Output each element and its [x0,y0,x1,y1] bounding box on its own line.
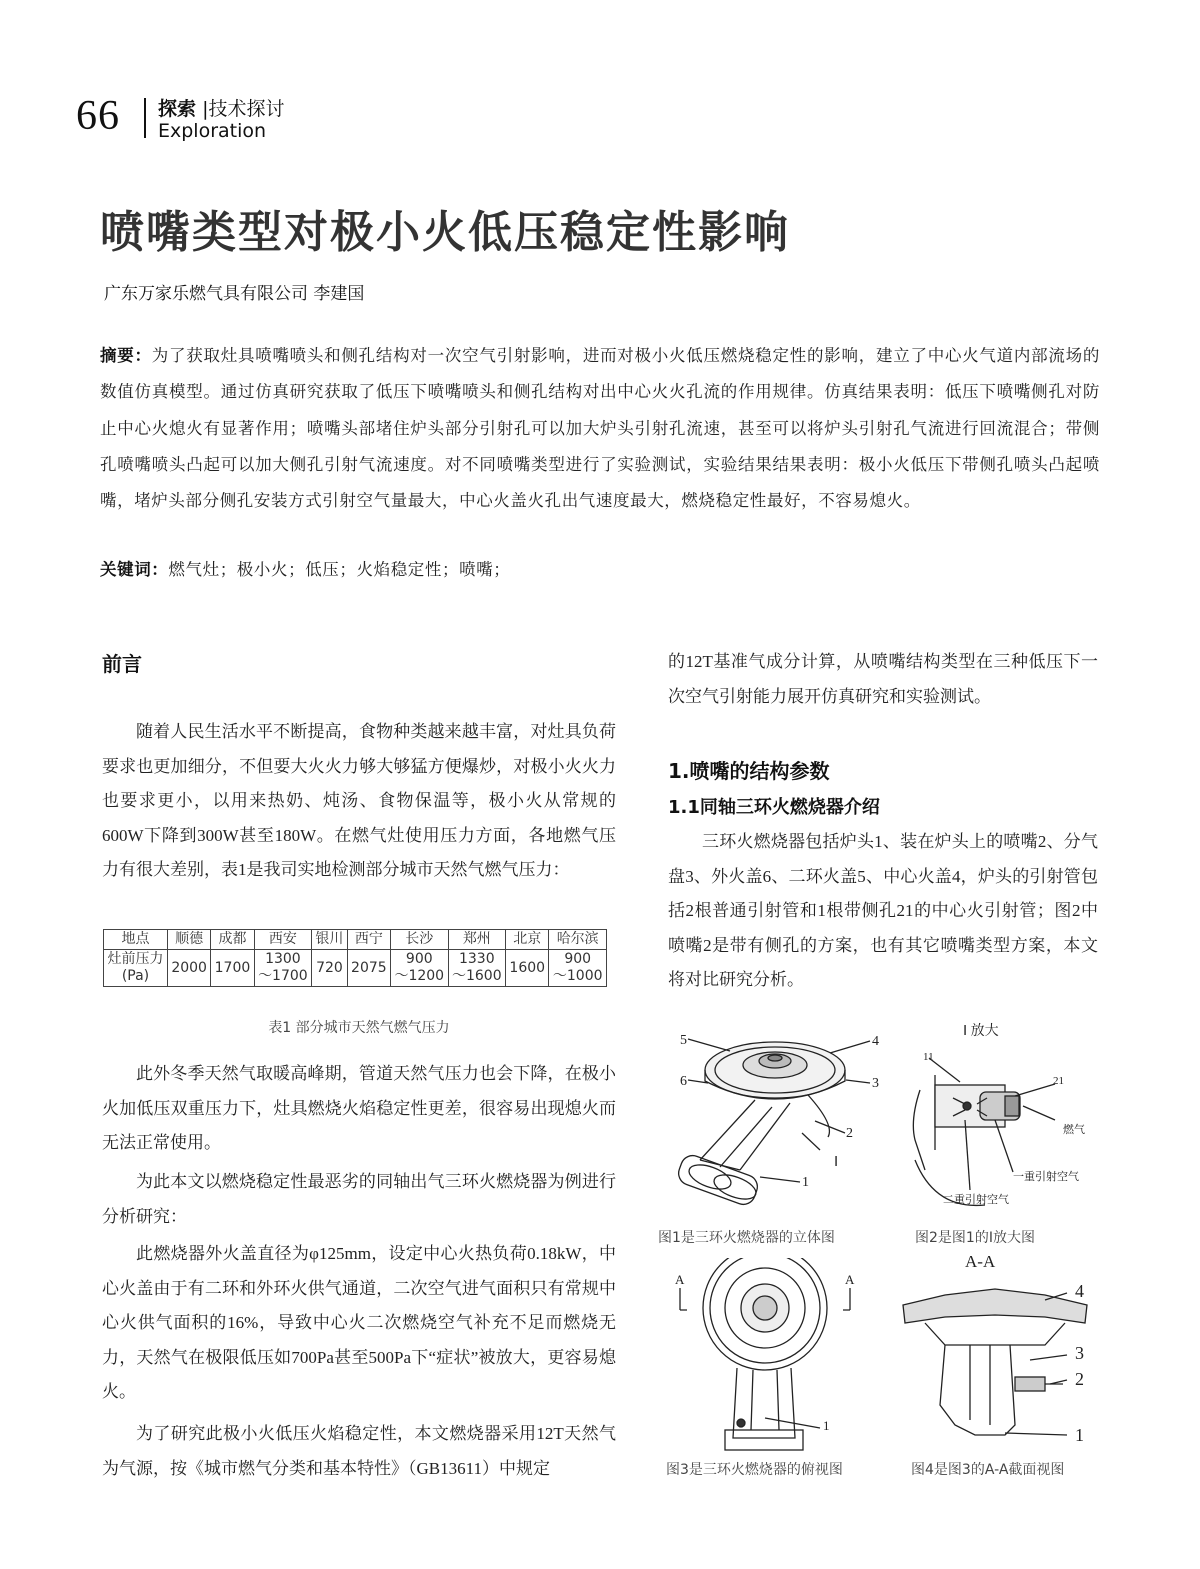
fig4-label-3: 3 [1075,1343,1084,1363]
fig2-label-secondary-air: 二重引射空气 [943,1194,1009,1206]
fig2-label-11: 11 [923,1051,934,1063]
page-number: 66 [76,93,120,139]
figure-2-caption: 图2是图1的Ⅰ放大图 [915,1230,1035,1246]
table-value-cell: 720 [312,950,348,987]
table-value-cell: 900 ～1000 [549,950,607,987]
heading-section-1: 1.喷嘴的结构参数 [668,759,830,783]
section-name: 探索 [158,98,197,120]
table-pressure-row [104,950,607,987]
fig1-label-5: 5 [680,1033,687,1048]
fig4-label-2: 2 [1075,1369,1084,1389]
table-value-cell: 2000 [168,950,211,987]
table-row-label: 灶前压力 (Pa) [104,950,168,987]
preface-paragraph-5: 为了研究此极小火低压火焰稳定性，本文燃烧器采用12T天然气为气源，按《城市燃气分类和基本特性》（GB13611）中规定 [102,1424,616,1478]
table-city-cell: 北京 [506,930,549,950]
section-label-cn [158,94,284,121]
article-title: 喷嘴类型对极小火低压稳定性影响 [100,207,790,258]
figure-4-section-view [895,1245,1100,1457]
table-city-cell: 长沙 [391,930,449,950]
table-value-cell: 1700 [211,950,254,987]
fig3-label-A-right: A [845,1272,855,1287]
figure-2-enlarged-view [905,1020,1100,1215]
heading-section-1-1: 1.1同轴三环火燃烧器介绍 [668,797,880,818]
table-value-cell: 1330 ～1600 [448,950,506,987]
table-city-cell: 成都 [211,930,254,950]
table-city-cell: 西宁 [347,930,390,950]
section-label-en: Exploration [158,120,267,142]
header-divider [144,98,146,138]
fig3-label-1: 1 [823,1418,830,1433]
abstract [100,338,1100,519]
table-value-cell: 1600 [506,950,549,987]
fig1-label-3: 3 [872,1076,879,1091]
fig4-label-1: 1 [1075,1425,1084,1445]
table-header-row [104,930,607,950]
figure-1-burner-3d [660,1025,890,1225]
fig2-label-21: 21 [1053,1075,1064,1087]
heading-preface: 前言 [102,652,142,676]
fig2-title: Ⅰ 放大 [963,1024,999,1039]
fig2-label-gas: 燃气 [1063,1124,1085,1136]
table-city-cell: 西安 [254,930,312,950]
table-value-cell: 1300 ～1700 [254,950,312,987]
fig1-label-4: 4 [872,1034,879,1049]
abstract-label: 摘要： [100,346,152,365]
table-city-cell: 郑州 [448,930,506,950]
fig1-label-6: 6 [680,1074,687,1089]
keywords-text: 燃气灶；极小火；低压；火焰稳定性；喷嘴； [168,560,511,579]
section-1-1-paragraph: 三环火燃烧器包括炉头1、装在炉头上的喷嘴2、分气盘3、外火盖6、二环火盖5、中心火盖4，炉头的引射管包括2根普通引射管和1根带侧孔21的中心火引射管；图2中喷嘴2是带有侧孔的方案，也有其它喷嘴类型方案，本文将对比研究分析。 [668,832,1098,989]
preface-paragraph-2: 此外冬季天然气取暖高峰期，管道天然气压力也会下降，在极小火加低压双重压力下，灶具燃烧火焰稳定性更差，很容易出现熄火而无法正常使用。 [102,1064,616,1152]
preface-paragraph-1: 随着人民生活水平不断提高，食物种类越来越丰富，对灶具负荷要求也更加细分，不但要大火火力够大够猛方便爆炒，对极小火火力也要求更小，以用来热奶、炖汤、食物保温等，极小火从常规的600W下降到300W甚至180W。在燃气灶使用压力方面，各地燃气压力有很大差别，表1是我司实地检测部分城市天然气燃气压力： [102,722,616,879]
preface-paragraph-3: 为此本文以燃烧稳定性最恶劣的同轴出气三环火燃烧器为例进行分析研究： [102,1172,616,1226]
figure-3-caption: 图3是三环火燃烧器的俯视图 [666,1462,843,1478]
figure-3-top-view [665,1258,865,1458]
fig4-title: A-A [965,1252,996,1271]
keywords [100,556,510,580]
table-city-cell: 银川 [312,930,348,950]
author-line: 广东万家乐燃气具有限公司 李建国 [104,284,365,304]
abstract-text: 为了获取灶具喷嘴喷头和侧孔结构对一次空气引射影响，进而对极小火低压燃烧稳定性的影响，建立了中心火气道内部流场的数值仿真模型。通过仿真研究获取了低压下喷嘴喷头和侧孔结构对出中心火火孔流的作用规律。仿真结果表明：低压下喷嘴侧孔对防止中心火熄火有显著作用；喷嘴头部堵住炉头部分引射孔可以加大炉头引射孔流速，甚至可以将炉头引射孔气流进行回流混合；带侧孔喷嘴喷头凸起可以加大侧孔引射气流速度。对不同喷嘴类型进行了实验测试，实验结果结果表明：极小火低压下带侧孔喷头凸起喷嘴，堵炉头部分侧孔安装方式引射空气量最大，中心火盖火孔出气速度最大，燃烧稳定性最好，不容易熄火。 [100,346,1100,511]
subsection-name: |技术探讨 [202,98,285,120]
table-city-cell: 哈尔滨 [549,930,607,950]
fig4-label-4: 4 [1075,1281,1084,1301]
figure-4-caption: 图4是图3的A-A截面视图 [911,1462,1065,1478]
figure-1-caption: 图1是三环火燃烧器的立体图 [658,1230,835,1246]
pressure-table [103,929,607,987]
fig1-label-I: Ⅰ [834,1155,839,1170]
table-value-cell: 2075 [347,950,390,987]
fig3-label-A-left: A [675,1272,685,1287]
keywords-label: 关键词： [100,560,169,579]
table-city-cell: 顺德 [168,930,211,950]
continued-paragraph: 的12T基准气成分计算，从喷嘴结构类型在三种低压下一次空气引射能力展开仿真研究和实验测试。 [668,652,1098,706]
fig1-label-2: 2 [846,1126,853,1141]
fig1-label-1: 1 [802,1175,809,1190]
preface-paragraph-4: 此燃烧器外火盖直径为φ125mm，设定中心火热负荷0.18kW，中心火盖由于有二环和外环火供气通道，二次空气进气面积只有常规中心火供气面积的16%，导致中心火二次燃烧空气补充不足而燃烧无力，天然气在极限低压如700Pa甚至500Pa下“症状”被放大，更容易熄火。 [102,1244,616,1401]
fig2-label-primary-air: 一重引射空气 [1013,1171,1079,1183]
table-caption: 表1 部分城市天然气燃气压力 [268,1020,450,1036]
table-header-cell: 地点 [104,930,168,950]
table-value-cell: 900 ～1200 [391,950,449,987]
